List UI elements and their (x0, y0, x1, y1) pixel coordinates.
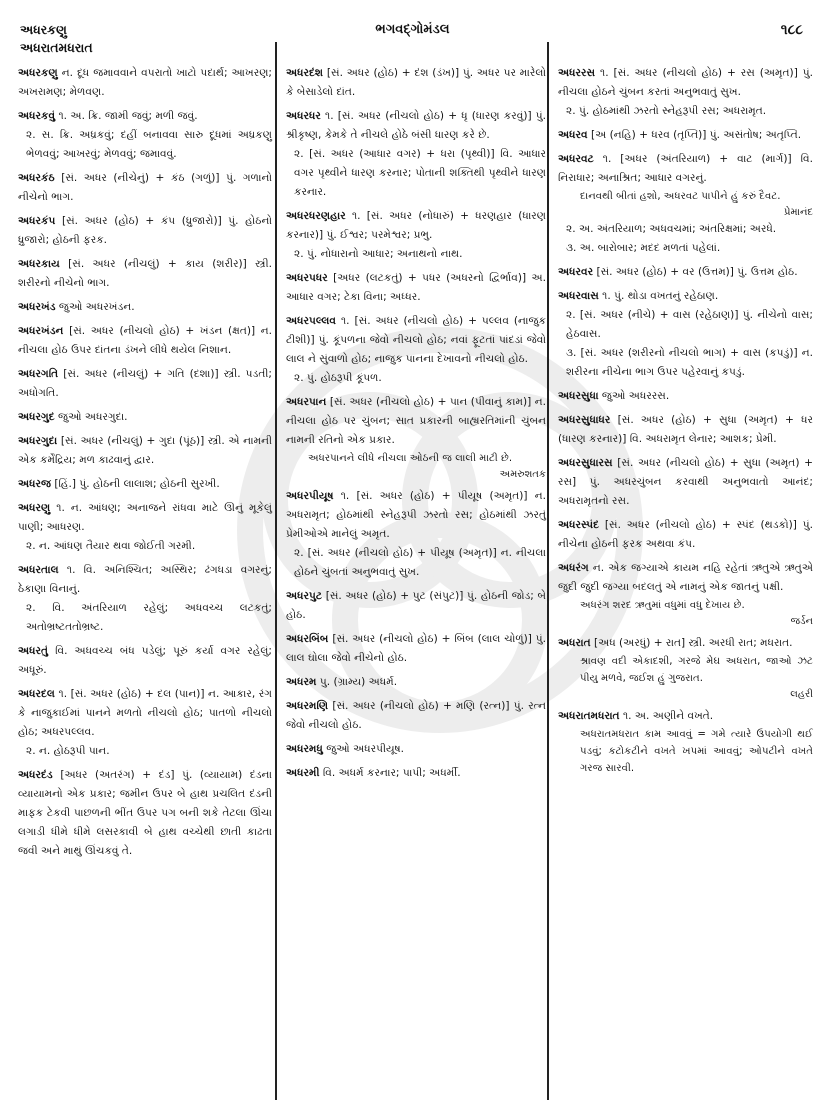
entry-definition: [સં. અધર (નીચલું) + ગુદા (પૂંઠ)] સ્ત્રી. એ નામની એક કર્મેંદ્રિય; મળ કાઢવાનું દ્વાર. (18, 435, 273, 466)
dictionary-entry (286, 107, 546, 202)
entry-headword: અધરપીયૂષ (286, 490, 334, 502)
entry-headword: અધરવટ (558, 153, 594, 165)
entry-headword: અધરપુટ (286, 590, 323, 602)
guide-word-first: અધરકણુ (20, 22, 67, 37)
entry-definition: [સં. અધર (નીચલો હોઠ) + પાન (પીવાનું કામ)] ન. નીચલા હોઠ પર ચુંબન; સાત પ્રકારની બાહ્યરતિમાંની ચુંબન નામની રતિનો એક પ્રકાર. (286, 396, 546, 446)
dictionary-entry (18, 766, 272, 861)
entry-headword: અધરમ (286, 676, 317, 688)
quotation-source: લહરી (790, 689, 813, 700)
entry-definition: [સં. અધર (હોઠ) + કંપ (ધ્રુજારો)] પું. હોઠનો ધ્રુજારો; હોઠની ફરક. (18, 215, 272, 246)
quotation-source: જર્ડન (790, 616, 813, 627)
dictionary-entry (558, 150, 813, 258)
dictionary-entry (18, 169, 272, 207)
dictionary-entry (286, 587, 546, 625)
entry-headword: અધરખંડન (18, 325, 64, 337)
book-title: ભગવદ્ગોમંડલ (375, 22, 450, 37)
entry-headword: અધરગુદ (18, 411, 55, 423)
page-header (0, 0, 825, 62)
dictionary-entry (286, 673, 546, 692)
column-1 (18, 64, 272, 1100)
dictionary-entry (558, 454, 813, 511)
entry-definition: [સં. અધર (હોઠ) + વર (ઉત્તમ)] પું. ઉત્તમ હોઠ. (596, 266, 798, 278)
entry-definition: [સં. અધર (નીચલો હોઠ) + બિંબ (લાલ ચોળું)] પું. લાલ ઘોલા જેવો નીચેનો હોઠ. (286, 633, 547, 664)
entry-definition: જુઓ અધરખંડન. (58, 301, 135, 313)
entry-definition: [સં. અધર (નીચલો હોઠ) + સ્પંદ (થડકો)] પું. નીચેના હોઠની ફરક અથવા કંપ. (558, 519, 813, 550)
entry-sub-sense: ૨. ન. આંધણ તૈયાર થવા જોઈતી ગરમી. (26, 540, 196, 552)
entry-definition: [હિં.] પું. હોઠની લાલાશ; હોઠની સુરખી. (54, 478, 220, 490)
dictionary-entry (558, 707, 813, 777)
dictionary-entry (286, 487, 546, 582)
entry-definition: [સં. અધર (હોઠ) + પુટ (સંપુટ)] પું. હોઠની જોડ; બે હોઠ. (286, 590, 546, 621)
dictionary-entry (18, 298, 272, 317)
entry-sub-sense: ૨. સ. ક્રિ. અધ્રકવું; દહીં બનાવવા સારુ દૂધમાં અધ્રકણુ ભેળવવું; આખરવું; મેળવવું; જમાવવું. (26, 129, 272, 160)
entry-definition: ન. એક જગ્યાએ કાયમ નહિ રહેતાં ઋતુએ ઋતુએ જુદી જુદી જગ્યા બદલતું એ નામનું એક જાતનું પક્ષી. (558, 562, 814, 593)
column-divider (275, 42, 277, 1100)
entry-definition: [સં. અધર (નીચેનું) + કંઠ (ગળું)] પું. ગળાનો નીચેનો ભાગ. (18, 172, 273, 203)
dictionary-entry (286, 312, 546, 388)
entry-headword: અધરપલ્લવ (286, 315, 337, 327)
guide-word-last: અધરાતમધરાત (20, 40, 93, 55)
entry-definition: [અધ (અરધું) + રાત] સ્ત્રી. અરધી રાત; મધરાત. (594, 637, 793, 649)
entry-definition: ૧. પું. થોડા વખતનું રહેઠાણ. (602, 290, 719, 302)
entry-headword: અધરજ (18, 478, 52, 490)
page-number: ૧૮૮ (780, 22, 803, 38)
entry-definition: ૧. [સં. અધર (નીચલો હોઠ) + ધૃ (ધારણ કરવું)] પું. શ્રીકૃષ્ણ, કેમકે તે નીચલે હોઠે બંસી ધારણ કરે છે. (286, 110, 547, 141)
dictionary-entry (18, 322, 272, 360)
entry-definition: [સં. અધર (નીચલો હોઠ) + સુધા (અમૃત) + રસ] પું. અધરચુંબન કરવાથી અનુભવાતો આનંદ; અધરામૃતનો રસ. (558, 457, 814, 507)
entry-quotation: અધરંગ શરદ ઋતુમાં વધુમાં વધુ દેખાય છે. (580, 600, 745, 611)
entry-headword: અધરકંપ (18, 215, 56, 227)
entry-headword: અધરસુધા (558, 390, 599, 402)
entry-quotation: અધરાતમધરાત કામ આવવું = ગમે ત્યારે ઉપયોગી થઈ પડવું; કટોકટીને વખતે ખપમાં આવવું; ઓપટીને વખતે ગરજ સારવી. (580, 729, 813, 774)
dictionary-entry (286, 393, 546, 482)
dictionary-entry (558, 411, 813, 449)
entry-definition: ન. દૂધ જમાવવાને વપરાતો ખાટો પદાર્થ; આખરણ; અખરામણ; મેળવણ. (18, 67, 272, 98)
dictionary-entry (18, 685, 272, 761)
entry-definition: જુઓ અધરગુદા. (58, 411, 128, 423)
dictionary-entry (18, 642, 272, 680)
dictionary-entry (18, 561, 272, 637)
entry-headword: અધરવાસ (558, 290, 599, 302)
entry-sub-sense: ૨. [સં. અધર (આધાર વગર) + ધરા (પૃથ્વી)] વિ. આધાર વગર પૃથ્વીને ધારણ કરનાર; પોતાની શક્તિથી પૃથ્વીને ધારણ કરનાર. (294, 148, 546, 198)
entry-definition: ૧. [સં. અધર (નોધારું) + ધરણહાર (ધારણ કરનાર)] પું. ઈશ્વર; પરમેશ્વર; પ્રભુ. (286, 210, 546, 241)
entry-definition: ૧. [સં. અધર (નીચલો હોઠ) + રસ (અમૃત)] પું. નીચલા હોઠને ચુંબન કરતાં અનુભવાતું સુખ. (558, 67, 813, 98)
dictionary-entry (558, 263, 813, 282)
entry-headword: અધરમધુ (286, 743, 323, 755)
quotation-source: અમરુશતક (499, 469, 546, 480)
entry-definition: ૧. અ. ક્રિ. જામી જવું; મળી જવું. (58, 110, 198, 122)
entry-definition: [સં. અધર (હોઠ) + દંશ (ડંખ)] પું. અધર પર મારેલો કે બેસાડેલો દાંત. (286, 67, 546, 98)
entry-headword: અધરધરણહાર (286, 210, 346, 222)
entry-definition: ૧. [સં. અધર (હોઠ) + પીયૂષ (અમૃત)] ન. અધરામૃત; હોઠમાંથી સ્નેહરૂપી ઝરતો રસ; હોઠમાંથી ઝરતું પ્રેમીઓએ માનેલું અમૃત. (286, 490, 546, 540)
entry-definition: [અધર (લટકતું) + પધર (અધરનો દ્વિર્ભાવ)] અ. આધાર વગર; ટેકા વિના; અધ્ધર. (286, 272, 547, 303)
entry-sub-sense: ૩. અ. બારોબાર; મદદ મળતાં પહેલાં. (566, 242, 721, 254)
entry-headword: અધરણુ (18, 502, 51, 514)
entry-headword: અધરપધર (286, 272, 328, 284)
entry-headword: અધરકાય (18, 258, 60, 270)
dictionary-entry (18, 432, 272, 470)
entry-headword: અધરમણિ (286, 700, 329, 712)
dictionary-entry (18, 499, 272, 556)
entry-quotation: દાનવથી બીતાં હશો, અધરવટ પાપીને હું કરું દૈવટ. (580, 191, 781, 202)
dictionary-entry (558, 516, 813, 554)
entry-headword: અધરમી (286, 767, 320, 779)
entry-headword: અધરદંશ (286, 67, 324, 79)
entry-definition: ૧. વિ. અનિશ્ચિત; અસ્થિર; ઢંગધડા વગરનું; ઠેકાણા વિનાનું. (18, 564, 272, 595)
entry-headword: અધરકણુ (18, 67, 58, 79)
entry-sub-sense: ૨. અ. અંતરિયાળ; અધવચમાં; અંતરિક્ષમાં; અરધે. (566, 223, 777, 235)
dictionary-entry (286, 207, 546, 264)
entry-headword: અધરસુધાધર (558, 414, 611, 426)
entry-sub-sense: ૨. [સં. અધર (નીચે) + વાસ (રહેઠાણ)] પું. નીચેનો વાસ; હેઠવાસ. (566, 309, 813, 340)
entry-definition: ૧. ન. આંધણ; અનાજને રાંધવા માટે ઊનું મૂકેલું પાણી; આધરણ. (18, 502, 272, 533)
entry-definition: ૧. [સં. અધર (હોઠ) + દલ (પાન)] ન. આકાર, રંગ કે નાજુકાઈમાં પાનને મળતો નીચલો હોઠ; પાતળો નીચલો હોઠ; અધરપલ્લવ. (18, 688, 272, 738)
dictionary-entry (558, 126, 813, 145)
entry-headword: અધરાત (558, 637, 591, 649)
entry-headword: અધરંગ (558, 562, 589, 574)
dictionary-entry (286, 630, 546, 668)
entry-definition: જુઓ અધરરસ. (601, 390, 670, 402)
entry-sub-sense: ૩. [સં. અધર (શરીરનો નીચલો ભાગ) + વાસ (કપડું)] ન. શરીરના નીચેના ભાગ ઉપર પહેરવાનું કપડું. (566, 347, 813, 378)
dictionary-columns (18, 64, 813, 1100)
dictionary-entry (18, 408, 272, 427)
dictionary-entry (286, 764, 546, 783)
entry-definition: ૧. [સં. અધર (નીચલો હોઠ) + પલ્લવ (નાજુક ટીશી)] પું. કૂંપળના જેવો નીચલો હોઠ; નવાં ફૂટતાં પાંદડાં જેવો લાલ ને સુંવાળો હોઠ; નાજુક પાનના દેખાવનો નીચલો હોઠ. (286, 315, 546, 365)
dictionary-entry (286, 740, 546, 759)
entry-definition: વિ. અધર્મ કરનાર; પાપી; અધર્મી. (322, 767, 461, 779)
dictionary-entry (18, 64, 272, 102)
entry-headword: અધરવ (558, 129, 588, 141)
entry-headword: અધરદંડ (18, 769, 53, 781)
entry-headword: અધરદલ (18, 688, 55, 700)
dictionary-entry (18, 212, 272, 250)
entry-definition: [સં. અધર (નીચલું) + કાય (શરીર)] સ્ત્રી. શરીરનો નીચેનો ભાગ. (18, 258, 272, 289)
dictionary-entry (558, 559, 813, 629)
entry-definition: જુઓ અધરપીયૂષ. (326, 743, 404, 755)
dictionary-entry (18, 255, 272, 293)
dictionary-entry (18, 107, 272, 164)
dictionary-entry (558, 287, 813, 382)
entry-sub-sense: ૨. ન. હોઠરૂપી પાન. (26, 745, 110, 757)
entry-definition: [અધર (અતરંગ) + દંડ] પું. (વ્યાયામ) દંડના વ્યાયામનો એક પ્રકાર; જમીન ઉપર બે હાથ પ્રચલિત દંડની માફક ટેકવી પાછળની ભીંત ઉપર પગ બની શકે તેટલા ઊંચા લગાડી ધીમે ધીમે લસરકાવી બે હાથ વચ્ચેથી છાતી કાઢતા જવી અને માથું ઊંચકવું તે. (18, 769, 272, 857)
entry-headword: અધરકંઠ (18, 172, 55, 184)
dictionary-entry (18, 365, 272, 403)
entry-headword: અધરકવું (18, 110, 56, 122)
column-2 (286, 64, 546, 1100)
entry-definition: [સં. અધર (હોઠ) + સુધા (અમૃત) + ધર (ધારણ કરનાર)] વિ. અધરામૃત લેનાર; આશક; પ્રેમી. (558, 414, 813, 445)
entry-definition: [સં. અધર (નીચલો હોઠ) + મણિ (રત્ન)] પું. રત્ન જેવો નીચલો હોઠ. (286, 700, 547, 731)
entry-definition: વિ. અધવચ્ચ બંધ પડેલું; પૂરું કર્યા વગર રહેલું; અધૂરું. (18, 645, 273, 676)
dictionary-entry (286, 697, 546, 735)
entry-sub-sense: ૨. વિ. અંતરિયાળ રહેલું; અધવચ્ચ લટકતું; અતોભ્રષ્ટતતોભ્રષ્ટ. (26, 602, 272, 633)
entry-definition: [સં. અધર (નીચલું) + ગતિ (દશા)] સ્ત્રી. પડતી; અધોગતિ. (18, 368, 273, 399)
entry-headword: અધરતાલ (18, 564, 59, 576)
entry-headword: અધરગુદા (18, 435, 58, 447)
entry-definition: [સં. અધર (નીચલો હોઠ) + ખંડન (ક્ષત)] ન. નીચલા હોઠ ઉપર દાંતના ડંખને લીધે થયેલ નિશાન. (18, 325, 273, 356)
entry-headword: અધરખંડ (18, 301, 56, 313)
entry-headword: અધરવર (558, 266, 594, 278)
entry-sub-sense: ૨. પું. હોઠમાંથી ઝરતો સ્નેહરૂપી રસ; અધરામૃત. (566, 105, 767, 117)
entry-sub-sense: ૨. પું. હોઠરૂપી કૂંપળ. (294, 372, 382, 384)
entry-definition: [અ (નહિ) + ધરવ (તૃપ્તિ)] પું. અસંતોષ; અતૃપ્તિ. (590, 129, 802, 141)
entry-definition: ૧. અ. અણીને વખતે. (622, 710, 714, 722)
entry-headword: અધરાતમધરાત (558, 710, 620, 722)
column-3 (558, 64, 813, 1100)
dictionary-entry (558, 634, 813, 702)
entry-headword: અધરરસ (558, 67, 596, 79)
dictionary-entry (286, 269, 546, 307)
entry-headword: અધરપાન (286, 396, 327, 408)
entry-headword: અધરબિંબ (286, 633, 329, 645)
column-divider (547, 42, 549, 1100)
entry-headword: અધરસુધારસ (558, 457, 613, 469)
entry-sub-sense: ૨. પું. નોધારાનો આધાર; અનાથનો નાથ. (294, 248, 463, 260)
dictionary-entry (558, 64, 813, 121)
entry-definition: પુ. (ગ્રામ્ય) અધર્મ. (319, 676, 398, 688)
entry-headword: અધરસ્પંદ (558, 519, 600, 531)
entry-headword: અધરતું (18, 645, 49, 657)
dictionary-entry (18, 475, 272, 494)
entry-headword: અધરગતિ (18, 368, 59, 380)
dictionary-entry (286, 64, 546, 102)
quotation-source: પ્રેમાનંદ (783, 207, 813, 218)
entry-headword: અધરધર (286, 110, 321, 122)
dictionary-entry (558, 387, 813, 406)
entry-definition: ૧. [અધર (અંતરિયાળ) + વાટ (માર્ગ)] વિ. નિરાધાર; અનાશ્રિત; આધાર વગરનું. (558, 153, 813, 184)
entry-quotation: શ્રાવણ વદી એકાદશી, ગરજે મેઘ અધરાત, જાઓ ઝટ પીયુ મળવે, જઈશ હું ગુજરાત. (580, 656, 813, 684)
entry-sub-sense: ૨. [સં. અધર (નીચલો હોઠ) + પીયૂષ (અમૃત)] ન. નીચલા હોઠને ચુંબતાં અનુભવાતું સુખ. (294, 547, 546, 578)
entry-quotation: અધરપાનને લીધે નીચલા ઓઠની જ લાલી માટી છે. (308, 453, 513, 464)
